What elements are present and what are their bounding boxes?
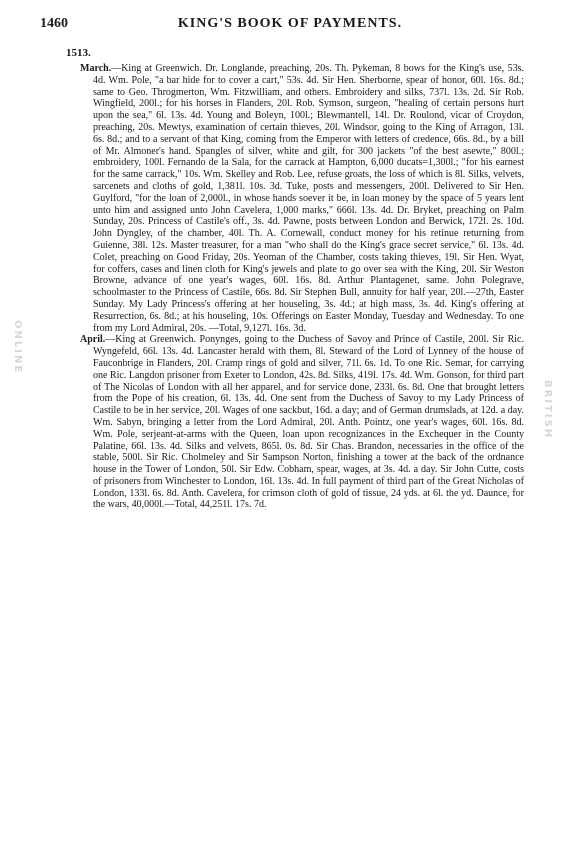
year-heading: 1513. xyxy=(66,47,91,59)
entry-march xyxy=(80,63,524,334)
library-watermark: ONLINE xyxy=(12,320,23,375)
page-number: 1460 xyxy=(40,16,68,31)
entry-text: —King at Greenwich. Dr. Longlande, preaching, 20s. Th. Pykeman, 8 bows for the King's use, 53s. 4d. Wm. Pole, "a bar hide for to cover a cart," 53s. 4d. Sir Hen. Sherborne, spear of honor, 60l. 16s. 8d.; same to Geo. Throgmerton, Wm. Fitzwilliam, and others. Embroidery and silks, 737l. 13s. 2d. Sir Rob. Wingfield, 200l.; for his horses in Flanders, 20l. Rob. Symson, surgeon, "healing of certain persons hurt upon the sea," 6l. 13s. 4d. Young and Boleyn, 100l.; Blewmantell, 14l. Dr. Roulond, vicar of Croydon, preaching, 20s. Mewtys, examination of certain thieves, 20l. Windsor, going to the King of Arragon, 13l. 6s. 8d.; and to a servant of that King, coming from the Emperor with letters of credence, 66s. 8d., by a bill of Mr. Almoner's hand. Spangles of silver, white and gilt, for 300 jackets "of the best asewte," 800l.; embroidery, 100l. Fernando de la Sala, for the carrack at Hampton, 6,000 ducats=1,300l.; "for his earnest for the same carrack," 10s. Wm. Skelley and Rob. Lee, refuse groats, the loss of which is 8l. Silks, velvets, sarcenets and cloths of gold, 1,381l. 10s. 3d. Tuke, posts and messengers, 200l. Delivered to Sir Hen. Guylford, "for the loan of 2,000l., in whose hands soever it be, in loan money by the space of 5 years lent unto him and assigned unto John Cavelera, 1,000 marks," 666l. 13s. 4d. Dr. Bryket, preaching on Palm Sunday, 20s. Princess of Castile's off., 3s. 4d. Pawne, posts between London and Berwick, 172l. 2s. 10d. John Dyngley, of the chamber, 40l. Th. A. Cornewall, conduct money for his retinue returning from Guienne, 38l. 12s. Master treasurer, for a man "who shall do the King's grace secret service," 6l. 13s. 4d. Colet, preaching on Good Friday, 20s. Yeoman of the Chamber, costs taking thieves, 19l. Sir Hen. Wyat, for coffers, cases and linen cloth for King's jewels and plate to go over sea with the King, 20l. Sir Weston Browne, advance of one year's wages, 60l. 16s. 8d. Arthur Plantagenet, same. John Polegrave, schoolmaster to the Princess of Castile, 66s. 8d. Sir Stephen Bull, annuity for half year, 20l.—27th, Easter Sunday. My Lady Princess's offering at her houseling, 3s. 4d.; at high mass, 3s. 4d. King's offering at Resurrection, 6s. 8d.; at his houseling, 10s. Offerings on Easter Monday, Tuesday and Wednesday. To one from my Lord Admiral, 20s. —Total, 9,127l. 16s. 3d. xyxy=(93,63,524,334)
page-header xyxy=(40,10,540,34)
running-title: KING'S BOOK OF PAYMENTS. xyxy=(177,16,403,31)
month-label: April. xyxy=(80,334,106,346)
library-watermark: BRITISH xyxy=(542,380,553,440)
entry-april xyxy=(80,334,524,511)
document-body xyxy=(80,63,524,511)
entry-text: —King at Greenwich. Ponynges, going to the Duchess of Savoy and Prince of Castile, 200l. Sir Ric. Wyngefeld, 66l. 13s. 4d. Lancaster herald with them, 8l. Steward of the Lord of Lynney of the house of Fauconbrige in Flanders, 20l. Cramp rings of gold and silver, 71l. 6s. 1d. To one Ric. Semar, for carrying one Ric. Langdon prisoner from Exeter to London, 42s. 8d. Silks, 419l. 17s. 4d. Wm. Gonson, for third part of The Nicolas of London with all her apparel, and for service done, 233l. 6s. 8d. One that brought letters from the Pope of his creation, 6l. 13s. 4d. One sent from the Duchess of Savoy to my Lady Princess of Castile to be in her service, 20l. Wages of one sackbut, 16d. a day; and of German drumslads, at 12d. a day. Wm. Sabyn, bringing a letter from the Lord Admiral, 20l. Anth. Pointz, one year's wages, 60l. 16s. 8d. Wm. Pole, serjeant-at-arms with the Queen, loan upon recognizances in the Exchequer in the County Palatine, 66l. 13s. 4d. Silks and velvets, 865l. 0s. 8d. Sir Chas. Brandon, necessaries in the office of the stable, 500l. Sir Ric. Cholmeley and Sir Sampson Norton, finishing a tower at the back of the ordnance house in the Tower of London, 50l. Sir Edw. Cobham, spear, wages, at 3s. 4d. a day. Sir John Cutte, costs of prisoners from Winchester to London, 16l. 13s. 4d. In full payment of third part of the Great Nicholas of London, 133l. 6s. 8d. Anth. Cavelera, for crimson cloth of gold of tissue, 24 yds. at 6l. the yd. Daunce, for the wars, 40,000l.—Total, 44,251l. 17s. 7d. xyxy=(93,334,524,511)
month-label: March. xyxy=(80,63,112,74)
